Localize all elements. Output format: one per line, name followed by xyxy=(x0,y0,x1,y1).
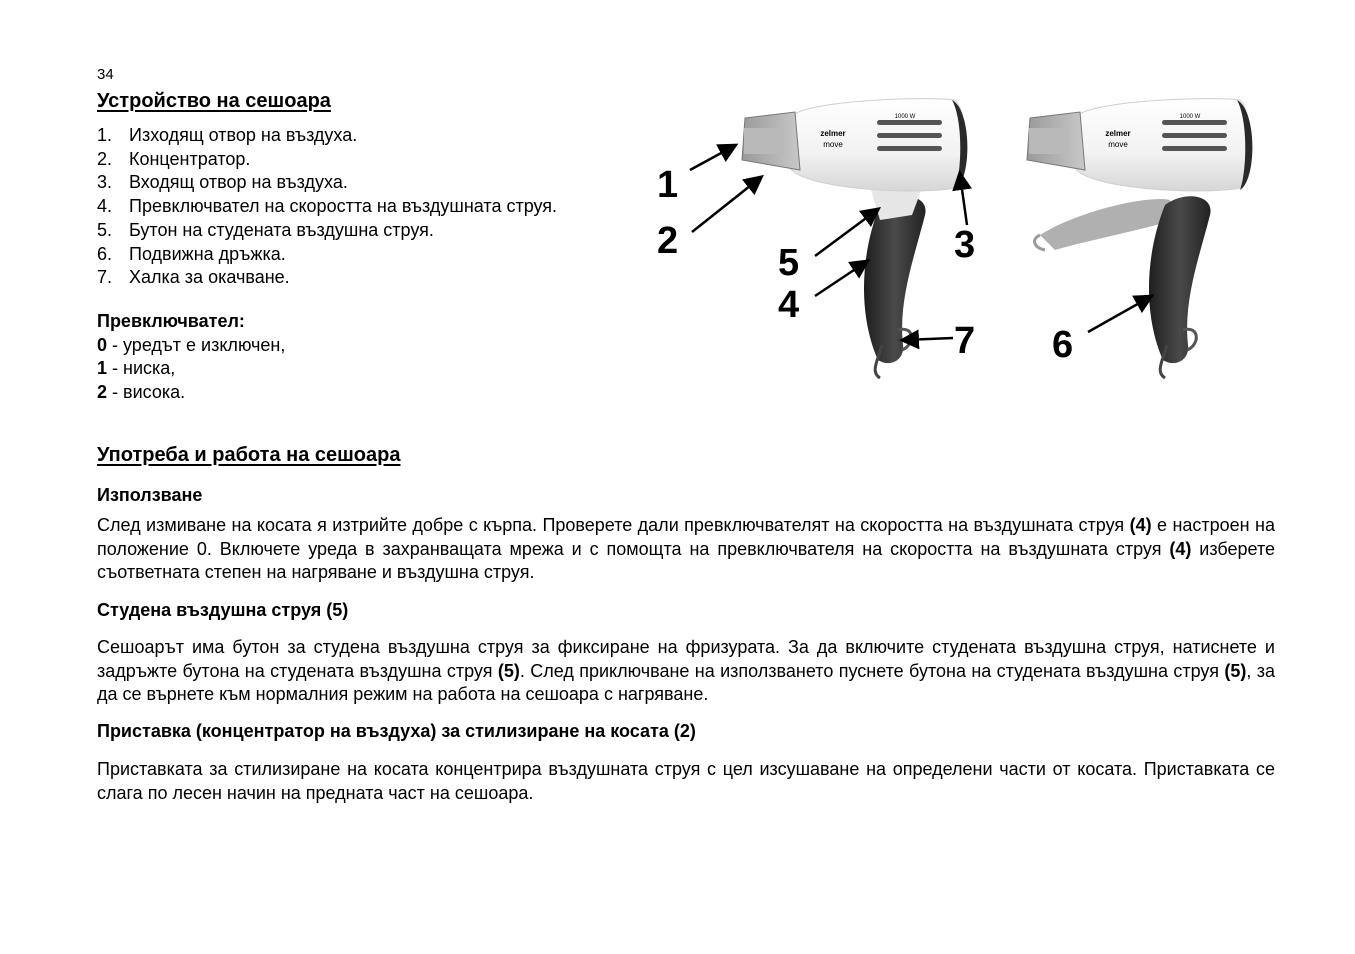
text-run: изберете съответната степен на нагряване и въздушна струя. xyxy=(97,538,1276,582)
callout-2: 2 xyxy=(657,220,679,262)
list-item xyxy=(97,148,557,172)
text-run: . След приключване на използването пуснете бутона на студената въздушна струя xyxy=(519,660,1225,681)
list-item-number: 3. xyxy=(97,172,113,193)
ref-bold: (5) xyxy=(1224,660,1247,681)
list-item xyxy=(97,266,557,290)
ref-bold: (5) xyxy=(497,660,520,681)
switch-key: 2 xyxy=(97,381,108,402)
callout-1: 1 xyxy=(657,164,679,206)
paragraph-nozzle: Приставката за стилизиране на косата концентрира въздушната струя с цел изсушаване на определени части от косата. Приставката се слага по лесен начин на предната част на сешоара. xyxy=(97,759,1275,803)
list-item-text: Концентратор. xyxy=(129,148,251,169)
list-item-text: Бутон на студената въздушна струя. xyxy=(129,219,434,240)
switch-desc: - ниска, xyxy=(107,358,176,378)
subhead-use: Използване xyxy=(97,485,203,505)
list-item-text: Подвижна дръжка. xyxy=(129,243,286,264)
callout-3: 3 xyxy=(954,224,976,266)
list-item xyxy=(97,219,557,243)
paragraph-use xyxy=(97,514,1275,585)
list-item-number: 7. xyxy=(97,267,113,288)
switch-key: 1 xyxy=(97,358,108,378)
text-run: , за да се върнете към нормалния режим на работа на сешоара с нагряване. xyxy=(97,660,1276,704)
text-run: Сешоарът има бутон за студена въздушна струя за фиксиране на фризурата. За да включите студената въздушна струя, натиснете и задръжте бутона на студената въздушна струя xyxy=(97,637,1275,681)
list-item xyxy=(97,195,557,219)
switch-title: Превключвател: xyxy=(97,311,245,331)
dryer-front-view xyxy=(742,99,967,378)
ref-bold: (4) xyxy=(1169,538,1192,559)
list-item-number: 5. xyxy=(97,219,113,240)
parts-list xyxy=(97,124,557,290)
list-item-number: 4. xyxy=(97,196,113,217)
dryer-model-label: move xyxy=(1108,140,1128,149)
section-title-device: Устройство на сешоара xyxy=(97,90,331,112)
switch-position xyxy=(97,334,285,358)
dryer-power-label: 1000 W xyxy=(1179,114,1201,120)
switch-desc: - уредът е изключен, xyxy=(107,334,286,355)
switch-position xyxy=(97,381,285,405)
list-item xyxy=(97,124,557,148)
switch-desc: - висока. xyxy=(107,381,186,402)
text-run: След измиване на косата я изтрийте добре с кърпа. Проверете дали превключвателят на скоростта на въздушната струя xyxy=(97,515,1130,535)
switch-position xyxy=(97,357,285,381)
callout-5: 5 xyxy=(778,242,800,284)
list-item-text: Изходящ отвор на въздуха. xyxy=(129,125,358,145)
list-item-number: 2. xyxy=(97,148,113,169)
list-item-text: Превключвател на скоростта на въздушната струя. xyxy=(129,196,558,217)
hair-dryer-diagram xyxy=(640,88,1280,388)
dryer-brand-label: zelmer xyxy=(1105,129,1131,138)
list-item-text: Халка за окачване. xyxy=(129,267,290,288)
callout-4: 4 xyxy=(778,284,800,326)
subhead-nozzle: Приставка (концентратор на въздуха) за стилизиране на косата (2) xyxy=(97,721,696,741)
callout-6: 6 xyxy=(1052,324,1074,366)
callout-labels xyxy=(657,164,1073,366)
switch-key: 0 xyxy=(97,334,108,355)
ref-bold: (4) xyxy=(1129,515,1152,535)
list-item xyxy=(97,243,557,267)
callout-7: 7 xyxy=(954,320,976,362)
list-item-text: Входящ отвор на въздуха. xyxy=(129,172,348,193)
dryer-brand-label: zelmer xyxy=(820,129,846,138)
switch-positions xyxy=(97,310,285,404)
list-item-number: 1. xyxy=(97,125,113,145)
section-title-usage: Употреба и работа на сешоара xyxy=(97,444,401,466)
paragraph-cold-air xyxy=(97,636,1275,707)
text-run: е настроен на положение 0. Включете уреда в захранващата мрежа и с помощта на превключвателя на скоростта на въздушната струя xyxy=(97,515,1276,559)
list-item-number: 6. xyxy=(97,243,113,264)
subhead-cold-air: Студена въздушна струя (5) xyxy=(97,600,349,620)
dryer-power-label: 1000 W xyxy=(894,114,916,120)
list-item xyxy=(97,171,557,195)
page-number: 34 xyxy=(97,66,114,83)
dryer-model-label: move xyxy=(823,140,843,149)
